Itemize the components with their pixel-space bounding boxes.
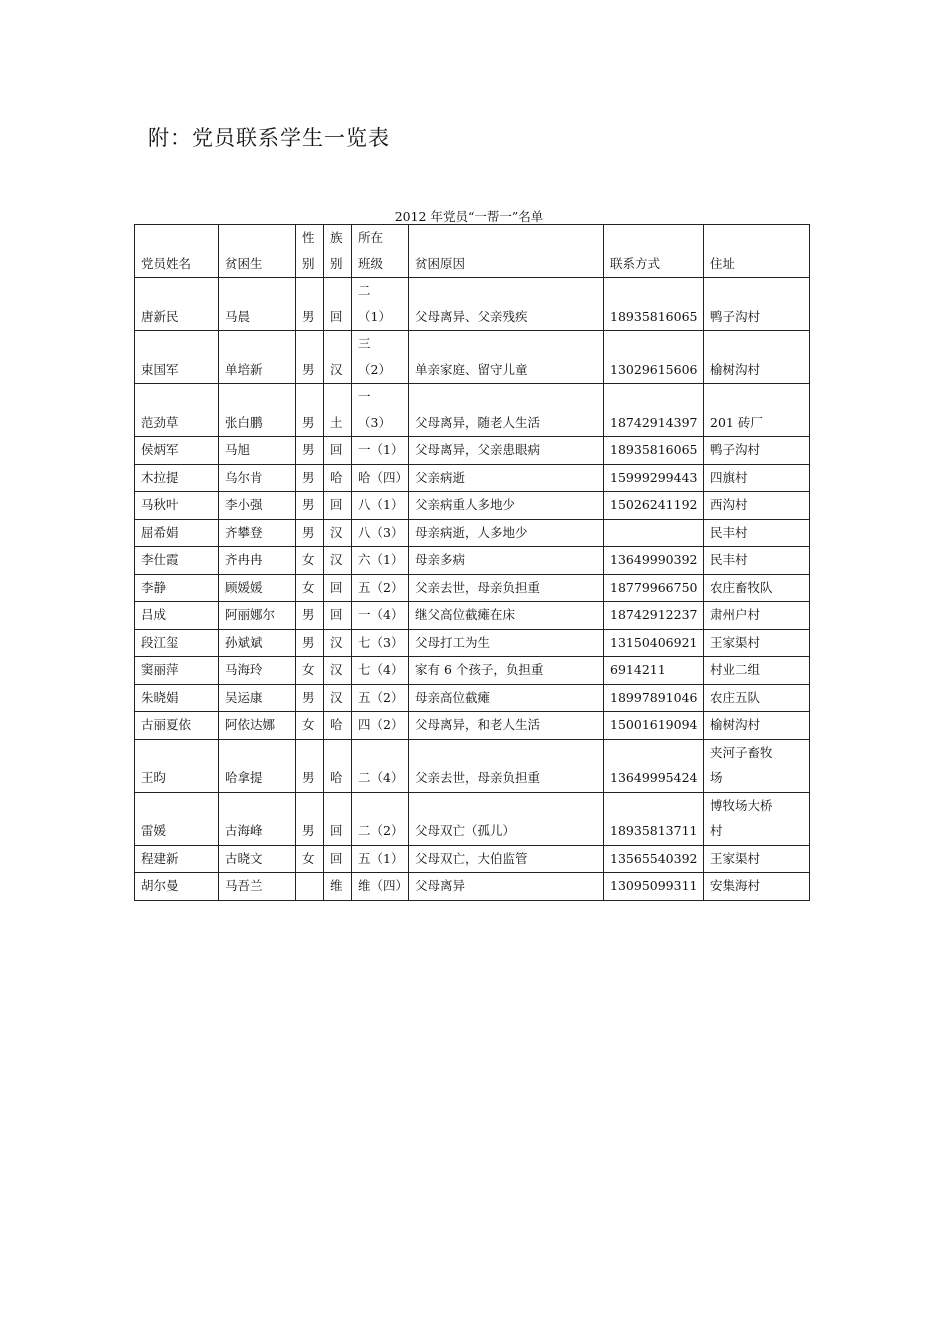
cell-gender: 男 xyxy=(296,792,324,845)
table-row xyxy=(135,492,810,520)
cell-student: 齐攀登 xyxy=(219,519,296,547)
header-reason: 贫困原因 xyxy=(409,225,604,278)
cell-gender: 男 xyxy=(296,331,324,384)
cell-phone: 13649990392 xyxy=(604,547,704,575)
cell-member: 范劲草 xyxy=(135,384,219,437)
cell-ethnicity: 回 xyxy=(324,574,352,602)
cell-student: 阿丽娜尔 xyxy=(219,602,296,630)
cell-ethnicity: 回 xyxy=(324,492,352,520)
cell-address: 农庄畜牧队 xyxy=(704,574,810,602)
cell-address-line: 村 xyxy=(710,823,723,838)
cell-member: 古丽夏依 xyxy=(135,712,219,740)
cell-class-line: 一 xyxy=(358,389,371,404)
cell-class: 二（4） xyxy=(352,739,409,792)
cell-ethnicity: 哈 xyxy=(324,712,352,740)
table-row xyxy=(135,547,810,575)
header-student: 贫困生 xyxy=(219,225,296,278)
cell-address: 榆树沟村 xyxy=(704,331,810,384)
cell-ethnicity: 汉 xyxy=(324,547,352,575)
cell-reason: 父亲去世，母亲负担重 xyxy=(409,574,604,602)
cell-ethnicity: 回 xyxy=(324,278,352,331)
cell-member: 朱晓娟 xyxy=(135,684,219,712)
cell-reason: 家有 6 个孩子，负担重 xyxy=(409,657,604,685)
header-class xyxy=(352,225,409,278)
cell-reason: 父母双亡（孤儿） xyxy=(409,792,604,845)
table-row xyxy=(135,684,810,712)
cell-phone: 18935816065 xyxy=(604,437,704,465)
cell-address: 201 砖厂 xyxy=(704,384,810,437)
cell-phone: 13649995424 xyxy=(604,739,704,792)
cell-reason: 父母离异 xyxy=(409,873,604,901)
cell-member: 王昀 xyxy=(135,739,219,792)
cell-phone: 13095099311 xyxy=(604,873,704,901)
cell-gender: 男 xyxy=(296,437,324,465)
header-class-line2: 班级 xyxy=(358,255,384,271)
cell-student: 李小强 xyxy=(219,492,296,520)
table-row xyxy=(135,519,810,547)
cell-class-line: （2） xyxy=(358,361,391,377)
cell-student: 哈拿提 xyxy=(219,739,296,792)
header-ethnicity-line2: 别 xyxy=(330,255,343,271)
cell-address: 鸭子沟村 xyxy=(704,278,810,331)
table-row xyxy=(135,574,810,602)
member-student-table xyxy=(134,224,810,901)
cell-reason: 父亲病重人多地少 xyxy=(409,492,604,520)
cell-phone: 18779966750 xyxy=(604,574,704,602)
cell-class: 八（3） xyxy=(352,519,409,547)
cell-member: 侯炳军 xyxy=(135,437,219,465)
cell-address: 榆树沟村 xyxy=(704,712,810,740)
header-row xyxy=(135,225,810,278)
cell-address-line: 场 xyxy=(710,770,723,785)
cell-ethnicity: 汉 xyxy=(324,657,352,685)
cell-address: 西沟村 xyxy=(704,492,810,520)
cell-gender: 女 xyxy=(296,845,324,873)
cell-class: 一（4） xyxy=(352,602,409,630)
cell-member: 束国军 xyxy=(135,331,219,384)
cell-phone: 13565540392 xyxy=(604,845,704,873)
cell-student: 古晓文 xyxy=(219,845,296,873)
cell-phone: 15026241192 xyxy=(604,492,704,520)
cell-class: 六（1） xyxy=(352,547,409,575)
cell-reason: 父亲病逝 xyxy=(409,464,604,492)
cell-gender: 男 xyxy=(296,492,324,520)
table-row xyxy=(135,873,810,901)
cell-ethnicity: 哈 xyxy=(324,464,352,492)
cell-class: 四（2） xyxy=(352,712,409,740)
cell-address: 四旗村 xyxy=(704,464,810,492)
cell-member: 屈希娟 xyxy=(135,519,219,547)
header-gender xyxy=(296,225,324,278)
cell-class-line: （1） xyxy=(358,308,391,324)
cell-address: 民丰村 xyxy=(704,519,810,547)
table-row xyxy=(135,712,810,740)
cell-member: 段江玺 xyxy=(135,629,219,657)
cell-class: 五（2） xyxy=(352,684,409,712)
cell-class-line: 三 xyxy=(358,336,371,351)
cell-student: 孙斌斌 xyxy=(219,629,296,657)
cell-student: 马旭 xyxy=(219,437,296,465)
table-row xyxy=(135,437,810,465)
cell-address: 农庄五队 xyxy=(704,684,810,712)
cell-gender xyxy=(296,873,324,901)
cell-phone: 18742912237 xyxy=(604,602,704,630)
cell-phone: 13150406921 xyxy=(604,629,704,657)
cell-address-line: 博牧场大桥 xyxy=(710,797,773,813)
cell-student: 单培新 xyxy=(219,331,296,384)
cell-phone: 18742914397 xyxy=(604,384,704,437)
cell-ethnicity: 汉 xyxy=(324,629,352,657)
cell-class xyxy=(352,278,409,331)
cell-class xyxy=(352,331,409,384)
cell-address: 民丰村 xyxy=(704,547,810,575)
cell-reason: 继父高位截瘫在床 xyxy=(409,602,604,630)
cell-phone: 18935813711 xyxy=(604,792,704,845)
header-gender-line2: 别 xyxy=(302,255,315,271)
cell-student: 马海玲 xyxy=(219,657,296,685)
table-caption: 2012 年党员“一帮一”名单 xyxy=(394,209,544,224)
header-class-line1: 所在 xyxy=(358,230,384,245)
cell-class: 五（1） xyxy=(352,845,409,873)
cell-reason: 母亲病逝，人多地少 xyxy=(409,519,604,547)
table-row xyxy=(135,384,810,437)
cell-class: 七（4） xyxy=(352,657,409,685)
cell-member: 李静 xyxy=(135,574,219,602)
cell-gender: 女 xyxy=(296,547,324,575)
cell-class-line: （3） xyxy=(358,414,391,430)
table-row xyxy=(135,657,810,685)
cell-address xyxy=(704,792,810,845)
cell-ethnicity: 汉 xyxy=(324,684,352,712)
table-row xyxy=(135,739,810,792)
cell-ethnicity: 维 xyxy=(324,873,352,901)
cell-student: 马吾兰 xyxy=(219,873,296,901)
cell-ethnicity: 回 xyxy=(324,792,352,845)
table-row xyxy=(135,602,810,630)
cell-reason: 母亲多病 xyxy=(409,547,604,575)
cell-phone: 18935816065 xyxy=(604,278,704,331)
cell-gender: 女 xyxy=(296,712,324,740)
cell-phone: 15999299443 xyxy=(604,464,704,492)
cell-address-line: 夹河子畜牧 xyxy=(710,744,773,760)
cell-reason: 父母双亡，大伯监管 xyxy=(409,845,604,873)
cell-address: 安集海村 xyxy=(704,873,810,901)
cell-class: 八（1） xyxy=(352,492,409,520)
cell-student: 吴运康 xyxy=(219,684,296,712)
cell-gender: 男 xyxy=(296,684,324,712)
cell-gender: 女 xyxy=(296,574,324,602)
cell-class-line: 二 xyxy=(358,283,371,298)
cell-class: 七（3） xyxy=(352,629,409,657)
cell-reason: 父母离异，和老人生活 xyxy=(409,712,604,740)
cell-phone: 18997891046 xyxy=(604,684,704,712)
cell-address xyxy=(704,739,810,792)
cell-ethnicity: 回 xyxy=(324,845,352,873)
cell-member: 窦丽萍 xyxy=(135,657,219,685)
table-row xyxy=(135,629,810,657)
cell-phone: 6914211 xyxy=(604,657,704,685)
table-row xyxy=(135,331,810,384)
cell-address: 鸭子沟村 xyxy=(704,437,810,465)
cell-reason: 父母离异，父亲患眼病 xyxy=(409,437,604,465)
header-gender-line1: 性 xyxy=(302,230,315,245)
cell-student: 顾媛媛 xyxy=(219,574,296,602)
cell-student: 古海峰 xyxy=(219,792,296,845)
cell-gender: 男 xyxy=(296,464,324,492)
cell-address: 肃州户村 xyxy=(704,602,810,630)
cell-member: 马秋叶 xyxy=(135,492,219,520)
cell-address: 村业二组 xyxy=(704,657,810,685)
cell-student: 张白鹏 xyxy=(219,384,296,437)
cell-reason: 父母离异、父亲残疾 xyxy=(409,278,604,331)
cell-class: 五（2） xyxy=(352,574,409,602)
cell-member: 吕成 xyxy=(135,602,219,630)
table-row xyxy=(135,845,810,873)
cell-ethnicity: 回 xyxy=(324,602,352,630)
cell-address: 王家渠村 xyxy=(704,845,810,873)
cell-gender: 男 xyxy=(296,278,324,331)
header-ethnicity xyxy=(324,225,352,278)
page-heading: 附：党员联系学生一览表 xyxy=(148,126,390,150)
cell-address: 王家渠村 xyxy=(704,629,810,657)
cell-phone: 13029615606 xyxy=(604,331,704,384)
cell-student: 齐冉冉 xyxy=(219,547,296,575)
cell-ethnicity: 回 xyxy=(324,437,352,465)
table-row xyxy=(135,792,810,845)
cell-phone xyxy=(604,519,704,547)
cell-class xyxy=(352,384,409,437)
header-phone: 联系方式 xyxy=(604,225,704,278)
cell-member: 李仕霞 xyxy=(135,547,219,575)
cell-ethnicity: 汉 xyxy=(324,519,352,547)
cell-reason: 父亲去世，母亲负担重 xyxy=(409,739,604,792)
header-ethnicity-line1: 族 xyxy=(330,230,343,245)
cell-member: 胡尔曼 xyxy=(135,873,219,901)
cell-gender: 男 xyxy=(296,519,324,547)
cell-phone: 15001619094 xyxy=(604,712,704,740)
cell-gender: 男 xyxy=(296,384,324,437)
cell-member: 雷媛 xyxy=(135,792,219,845)
cell-member: 唐新民 xyxy=(135,278,219,331)
cell-reason: 母亲高位截瘫 xyxy=(409,684,604,712)
cell-reason: 单亲家庭、留守儿童 xyxy=(409,331,604,384)
cell-reason: 父母打工为生 xyxy=(409,629,604,657)
cell-class: 哈（四） xyxy=(352,464,409,492)
cell-student: 马晨 xyxy=(219,278,296,331)
cell-member: 程建新 xyxy=(135,845,219,873)
header-address: 住址 xyxy=(704,225,810,278)
cell-gender: 女 xyxy=(296,657,324,685)
cell-ethnicity: 汉 xyxy=(324,331,352,384)
cell-reason: 父母离异，随老人生活 xyxy=(409,384,604,437)
cell-gender: 男 xyxy=(296,739,324,792)
cell-student: 乌尔肯 xyxy=(219,464,296,492)
cell-class: 一（1） xyxy=(352,437,409,465)
cell-gender: 男 xyxy=(296,602,324,630)
header-member: 党员姓名 xyxy=(135,225,219,278)
cell-class: 维（四） xyxy=(352,873,409,901)
cell-ethnicity: 土 xyxy=(324,384,352,437)
cell-member: 木拉提 xyxy=(135,464,219,492)
cell-gender: 男 xyxy=(296,629,324,657)
cell-class: 二（2） xyxy=(352,792,409,845)
cell-student: 阿依达娜 xyxy=(219,712,296,740)
cell-ethnicity: 哈 xyxy=(324,739,352,792)
table-row xyxy=(135,464,810,492)
table-row xyxy=(135,278,810,331)
